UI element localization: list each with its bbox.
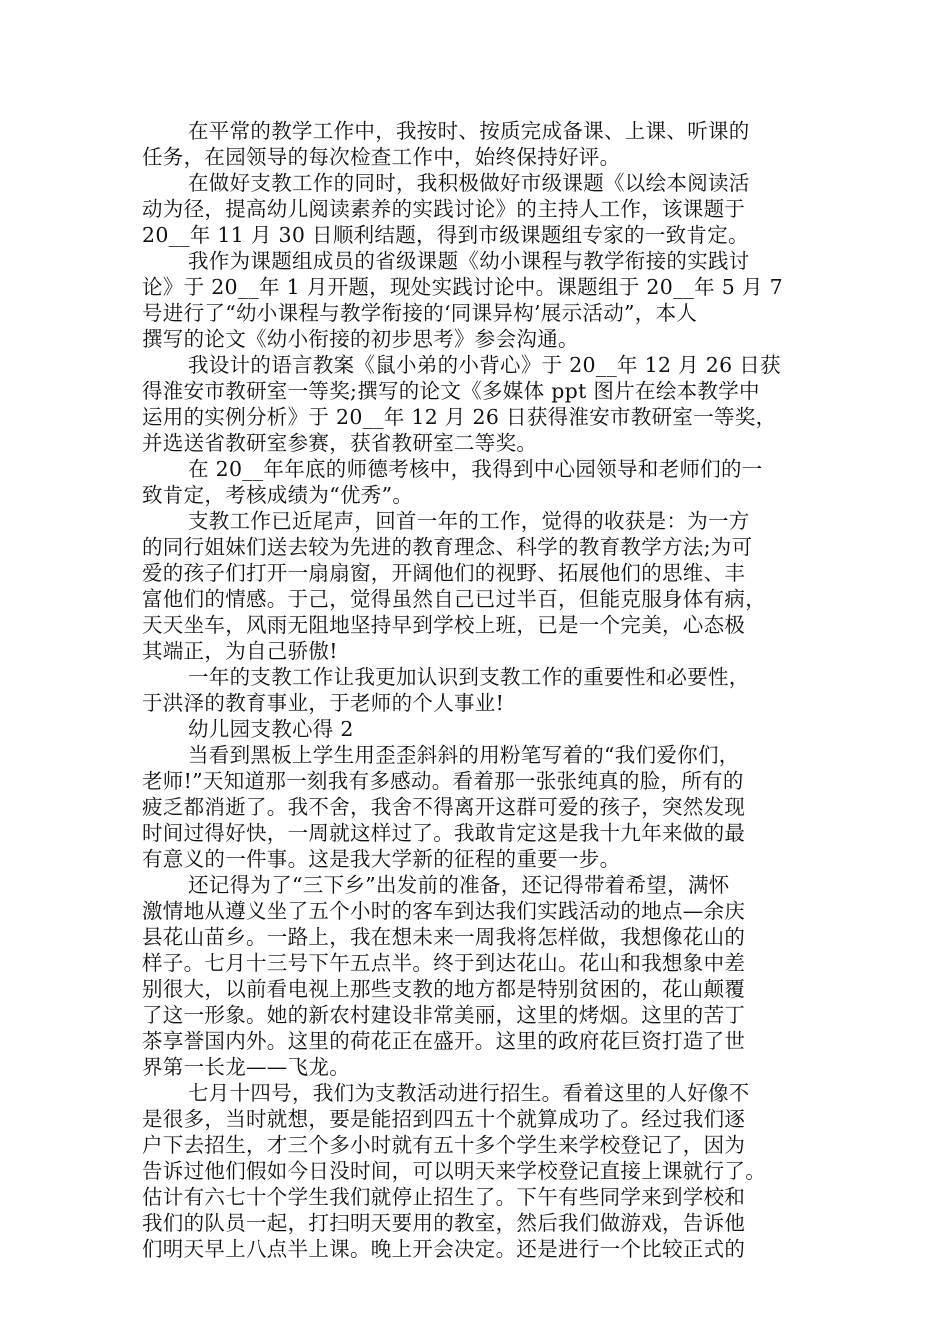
text-line: 撰写的论文《幼小衔接的初步思考》参会沟通。 xyxy=(142,327,579,351)
text-line: 还记得为了“三下乡”出发前的准备，还记得带着希望，满怀 xyxy=(188,873,730,897)
text-line: 在平常的教学工作中，我按时、按质完成备课、上课、听课的 xyxy=(188,119,750,143)
text-line: 天天坐车，风雨无阻地坚持早到学校上班，已是一个完美，心态极 xyxy=(142,613,746,637)
text-line: 时间过得好快，一周就这样过了。我敢肯定这是我十九年来做的最 xyxy=(142,821,746,845)
text-line: 于洪泽的教育事业，于老师的个人事业! xyxy=(142,691,505,715)
text-line: 并选送省教研室参赛，获省教研室二等奖。 xyxy=(142,431,538,455)
text-line: 老师!”天知道那一刻我有多感动。看着那一张张纯真的脸，所有的 xyxy=(142,769,744,793)
text-line: 运用的实例分析》于 20__年 12 月 26 日获得淮安市教研室一等奖， xyxy=(142,405,777,429)
text-line: 七月十四号，我们为支教活动进行招生。看着这里的人好像不 xyxy=(188,1081,750,1105)
text-line: 在做好支教工作的同时，我积极做好市级课题《以绘本阅读活 xyxy=(188,171,750,195)
text-line: 论》于 20__年 1 月开题，现处实践讨论中。课题组于 20__年 5 月 7 xyxy=(142,275,783,299)
text-line: 我作为课题组成员的省级课题《幼小课程与教学衔接的实践讨 xyxy=(188,249,750,273)
text-line: 估计有六七十个学生我们就停止招生了。下午有些同学来到学校和 xyxy=(142,1185,746,1209)
text-line: 们明天早上八点半上课。晚上开会决定。还是进行一个比较正式的 xyxy=(142,1237,746,1261)
text-line: 告诉过他们假如今日没时间，可以明天来学校登记直接上课就行了。 xyxy=(142,1159,766,1183)
text-line: 动为径，提高幼儿阅读素养的实践讨论》的主持人工作，该课题于 xyxy=(142,197,746,221)
text-line: 致肯定，考核成绩为“优秀”。 xyxy=(142,483,414,507)
text-line: 在 20__年年底的师德考核中，我得到中心园领导和老师们的一 xyxy=(188,457,763,481)
text-line: 一年的支教工作让我更加认识到支教工作的重要性和必要性， xyxy=(188,665,750,689)
text-line: 激情地从遵义坐了五个小时的客车到达我们实践活动的地点—余庆 xyxy=(142,899,746,923)
text-line: 疲乏都消逝了。我不舍，我舍不得离开这群可爱的孩子，突然发现 xyxy=(142,795,746,819)
text-line: 别很大，以前看电视上那些支教的地方都是特别贫困的，花山颠覆 xyxy=(142,977,746,1001)
text-line: 富他们的情感。于己，觉得虽然自己已过半百，但能克服身体有病， xyxy=(142,587,766,611)
text-line: 我们的队员一起，打扫明天要用的教室，然后我们做游戏，告诉他 xyxy=(142,1211,746,1235)
text-line: 界第一长龙——飞龙。 xyxy=(142,1055,350,1079)
text-line: 有意义的一件事。这是我大学新的征程的重要一步。 xyxy=(142,847,621,871)
text-line: 其端正，为自己骄傲! xyxy=(142,639,338,663)
text-line: 幼儿园支教心得 2 xyxy=(188,717,354,741)
text-line: 县花山苗乡。一路上，我在想未来一周我将怎样做，我想像花山的 xyxy=(142,925,746,949)
text-line: 当看到黑板上学生用歪歪斜斜的用粉笔写着的“我们爱你们， xyxy=(188,743,740,767)
text-line: 了这一形象。她的新农村建设非常美丽，这里的烤烟。这里的苦丁 xyxy=(142,1003,746,1027)
text-line: 支教工作已近尾声，回首一年的工作，觉得的收获是：为一方 xyxy=(188,509,750,533)
text-line: 样子。七月十三号下午五点半。终于到达花山。花山和我想象中差 xyxy=(142,951,746,975)
text-line: 户下去招生，才三个多小时就有五十多个学生来学校登记了，因为 xyxy=(142,1133,746,1157)
text-line: 爱的孩子们打开一扇扇窗，开阔他们的视野、拓展他们的思维、丰 xyxy=(142,561,746,585)
text-line: 茶享誉国内外。这里的荷花正在盛开。这里的政府花巨资打造了世 xyxy=(142,1029,746,1053)
text-line: 的同行姐妹们送去较为先进的教育理念、科学的教育教学方法;为可 xyxy=(142,535,753,559)
text-line: 号进行了“幼小课程与教学衔接的‘同课异构’展示活动”，本人 xyxy=(142,301,698,325)
text-line: 我设计的语言教案《鼠小弟的小背心》于 20__年 12 月 26 日获 xyxy=(188,353,781,377)
text-line: 是很多，当时就想，要是能招到四五十个就算成功了。经过我们逐 xyxy=(142,1107,746,1131)
text-line: 得淮安市教研室一等奖;撰写的论文《多媒体 ppt 图片在绘本教学中 xyxy=(142,379,760,403)
text-line: 20__年 11 月 30 日顺利结题，得到市级课题组专家的一致肯定。 xyxy=(142,223,749,247)
text-line: 任务，在园领导的每次检查工作中，始终保持好评。 xyxy=(142,145,621,169)
document-body xyxy=(142,118,810,1262)
